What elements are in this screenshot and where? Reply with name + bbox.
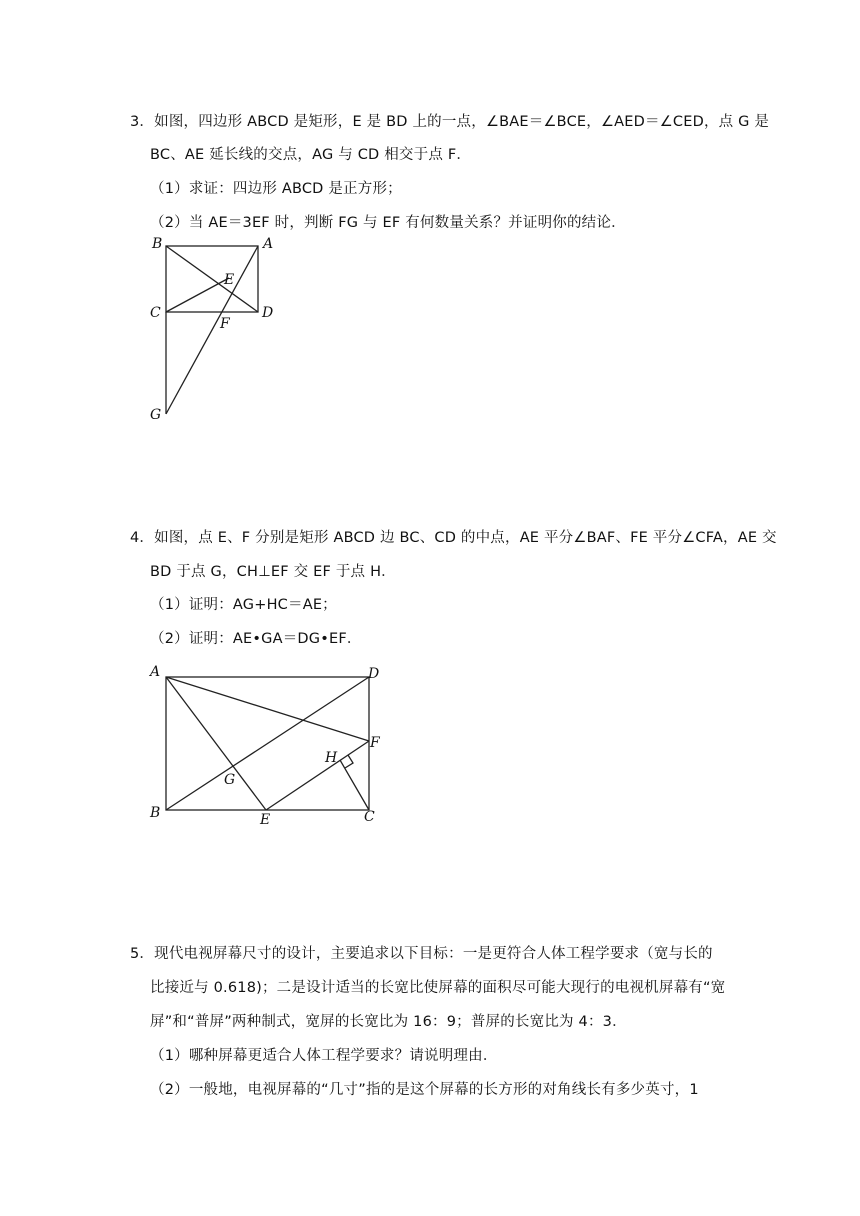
- label-a: A: [263, 236, 274, 252]
- problem-4-statement-line-2: BD 于点 G，CH⊥EF 交 EF 于点 H．: [150, 564, 396, 580]
- problem-3-statement-line-1: 3．如图，四边形 ABCD 是矩形，E 是 BD 上的一点，∠BAE＝∠BCE，∠AED＝∠CED，点 G 是: [130, 114, 770, 130]
- problem-5-statement-line-1: 5．现代电视屏幕尺寸的设计，主要追求以下目标：一是更符合人体工程学要求（宽与长的: [130, 946, 713, 962]
- problem-5-question-1: （1）哪种屏幕更适合人体工程学要求？请说明理由．: [150, 1048, 498, 1064]
- problem-3-statement-line-2: BC、AE 延长线的交点，AG 与 CD 相交于点 F．: [150, 147, 472, 163]
- label-f: F: [370, 735, 380, 751]
- label-d: D: [262, 305, 274, 321]
- label-h: H: [325, 750, 338, 766]
- label-d: D: [368, 666, 380, 682]
- problem-5-statement-line-2: 比接近与 0.618)；二是设计适当的长宽比使屏幕的面积尽可能大现行的电视机屏幕有“宽: [150, 980, 726, 996]
- problem-4-question-1: （1）证明：AG+HC＝AE；: [150, 597, 337, 613]
- segment-ch: [340, 760, 369, 810]
- label-c: C: [364, 809, 375, 825]
- problem-4-statement-line-1: 4．如图，点 E、F 分别是矩形 ABCD 边 BC、CD 的中点，AE 平分∠BAF、FE 平分∠CFA，AE 交: [130, 530, 777, 546]
- segment-ef: [266, 741, 369, 810]
- segment-ce: [166, 278, 229, 312]
- problem-5-statement-line-3: 屏”和“普屏”两种制式，宽屏的长宽比为 16：9；普屏的长宽比为 4：3．: [150, 1014, 627, 1030]
- problem-4-question-2: （2）证明：AE•GA＝DG•EF．: [150, 631, 362, 647]
- label-a: A: [150, 664, 161, 680]
- problem-3-question-1: （1）求证：四边形 ABCD 是正方形；: [150, 181, 402, 197]
- segment-bd: [166, 246, 258, 312]
- segment-ag: [166, 246, 258, 414]
- label-g: G: [224, 772, 236, 788]
- label-f: F: [220, 316, 230, 332]
- label-b: B: [150, 805, 161, 821]
- segment-ae: [166, 677, 266, 810]
- label-g: G: [150, 407, 162, 423]
- segment-bd: [166, 677, 369, 810]
- problem-3-question-2: （2）当 AE＝3EF 时，判断 FG 与 EF 有何数量关系？并证明你的结论．: [150, 215, 626, 231]
- label-c: C: [150, 305, 161, 321]
- problem-4-figure: [140, 660, 400, 830]
- label-e: E: [260, 812, 271, 828]
- label-e: E: [224, 272, 235, 288]
- problem-5-question-2: （2）一般地，电视屏幕的“几寸”指的是这个屏幕的长方形的对角线长有多少英寸，1: [150, 1082, 699, 1098]
- problem-3-figure: [140, 232, 290, 432]
- label-b: B: [152, 236, 163, 252]
- segment-af: [166, 677, 369, 741]
